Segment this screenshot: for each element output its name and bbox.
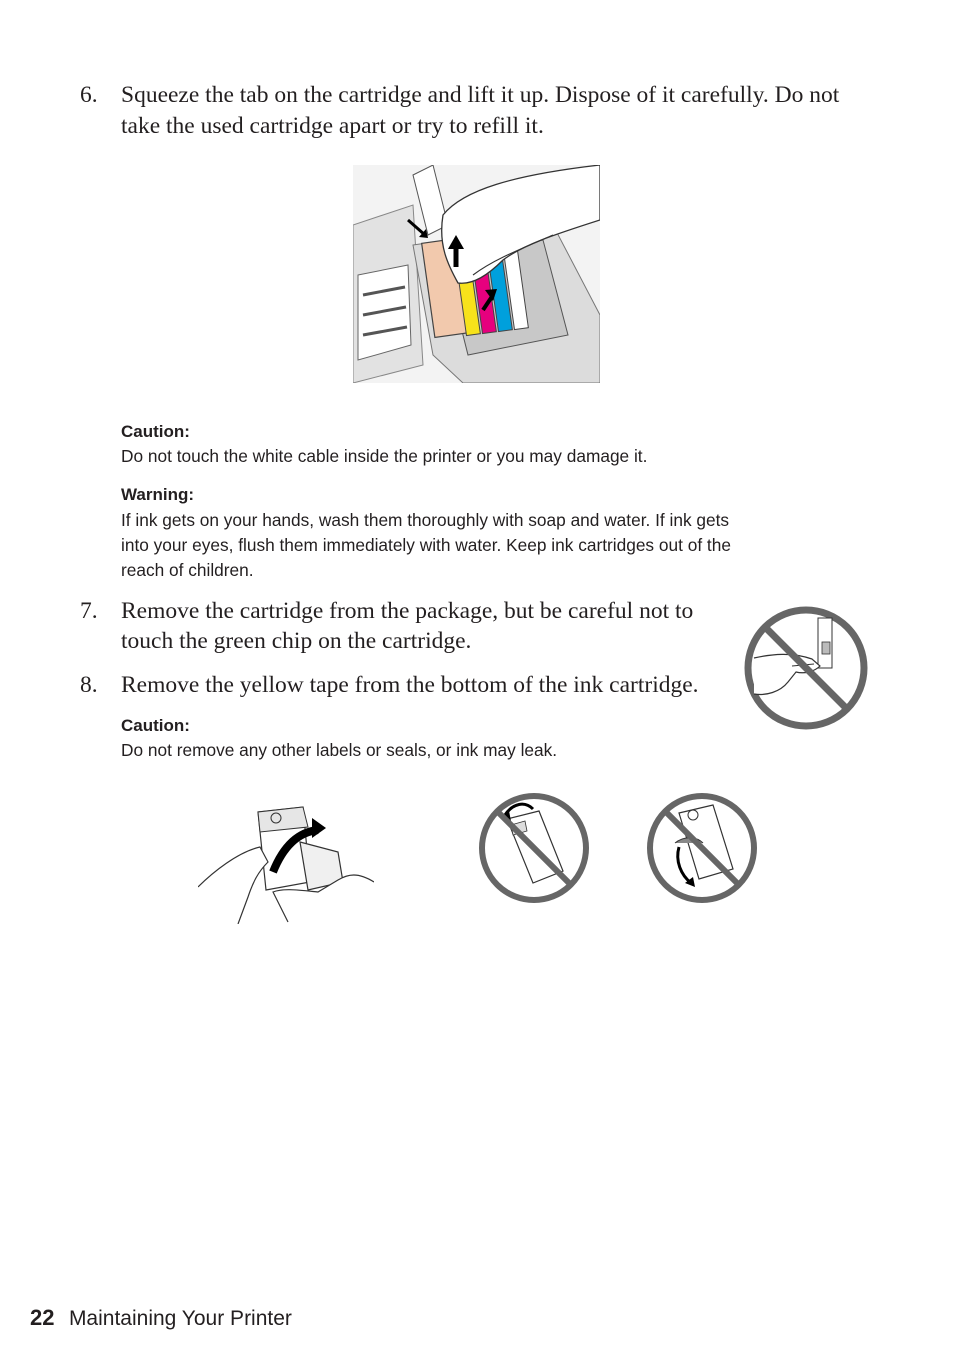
page-footer <box>30 1305 292 1331</box>
step-line: touch the green chip on the cartridge. <box>121 628 472 654</box>
step-line: Squeeze the tab on the cartridge and lift it up. Dispose of it carefully. Do not <box>121 82 840 108</box>
warning-heading: Warning: <box>121 485 195 504</box>
page-number: 22 <box>30 1305 55 1330</box>
caution-text: Do not remove any other labels or seals, or ink may leak. <box>121 740 558 760</box>
step-8 <box>80 670 740 702</box>
caution-heading: Caution: <box>121 716 190 735</box>
section-title: Maintaining Your Printer <box>68 1307 292 1330</box>
step-line: Remove the cartridge from the package, but be careful not to <box>121 598 694 624</box>
warning-text-line: into your eyes, flush them immediately with water. Keep ink cartridges out of the <box>121 535 731 555</box>
step-6 <box>80 80 880 142</box>
printer-cartridge-svg <box>353 165 600 383</box>
step-number: 7. <box>80 598 98 624</box>
no-touch-green-chip-icon <box>742 604 870 732</box>
warning-text-line: reach of children. <box>121 560 254 580</box>
step-number: 8. <box>80 672 98 698</box>
caution-text: Do not touch the white cable inside the printer or you may damage it. <box>121 446 648 466</box>
no-remove-label-icon <box>477 791 591 905</box>
no-remove-seal-icon <box>645 791 759 905</box>
caution-heading: Caution: <box>121 422 190 441</box>
step-7 <box>80 596 720 658</box>
step-line: Remove the yellow tape from the bottom of the ink cartridge. <box>121 672 699 698</box>
cartridge-removal-illustration <box>353 165 600 383</box>
step-line: take the used cartridge apart or try to refill it. <box>121 113 544 139</box>
step-number: 6. <box>80 82 98 108</box>
remove-yellow-tape-illustration <box>198 802 374 924</box>
warning-text-line: If ink gets on your hands, wash them thoroughly with soap and water. If ink gets <box>121 510 730 530</box>
